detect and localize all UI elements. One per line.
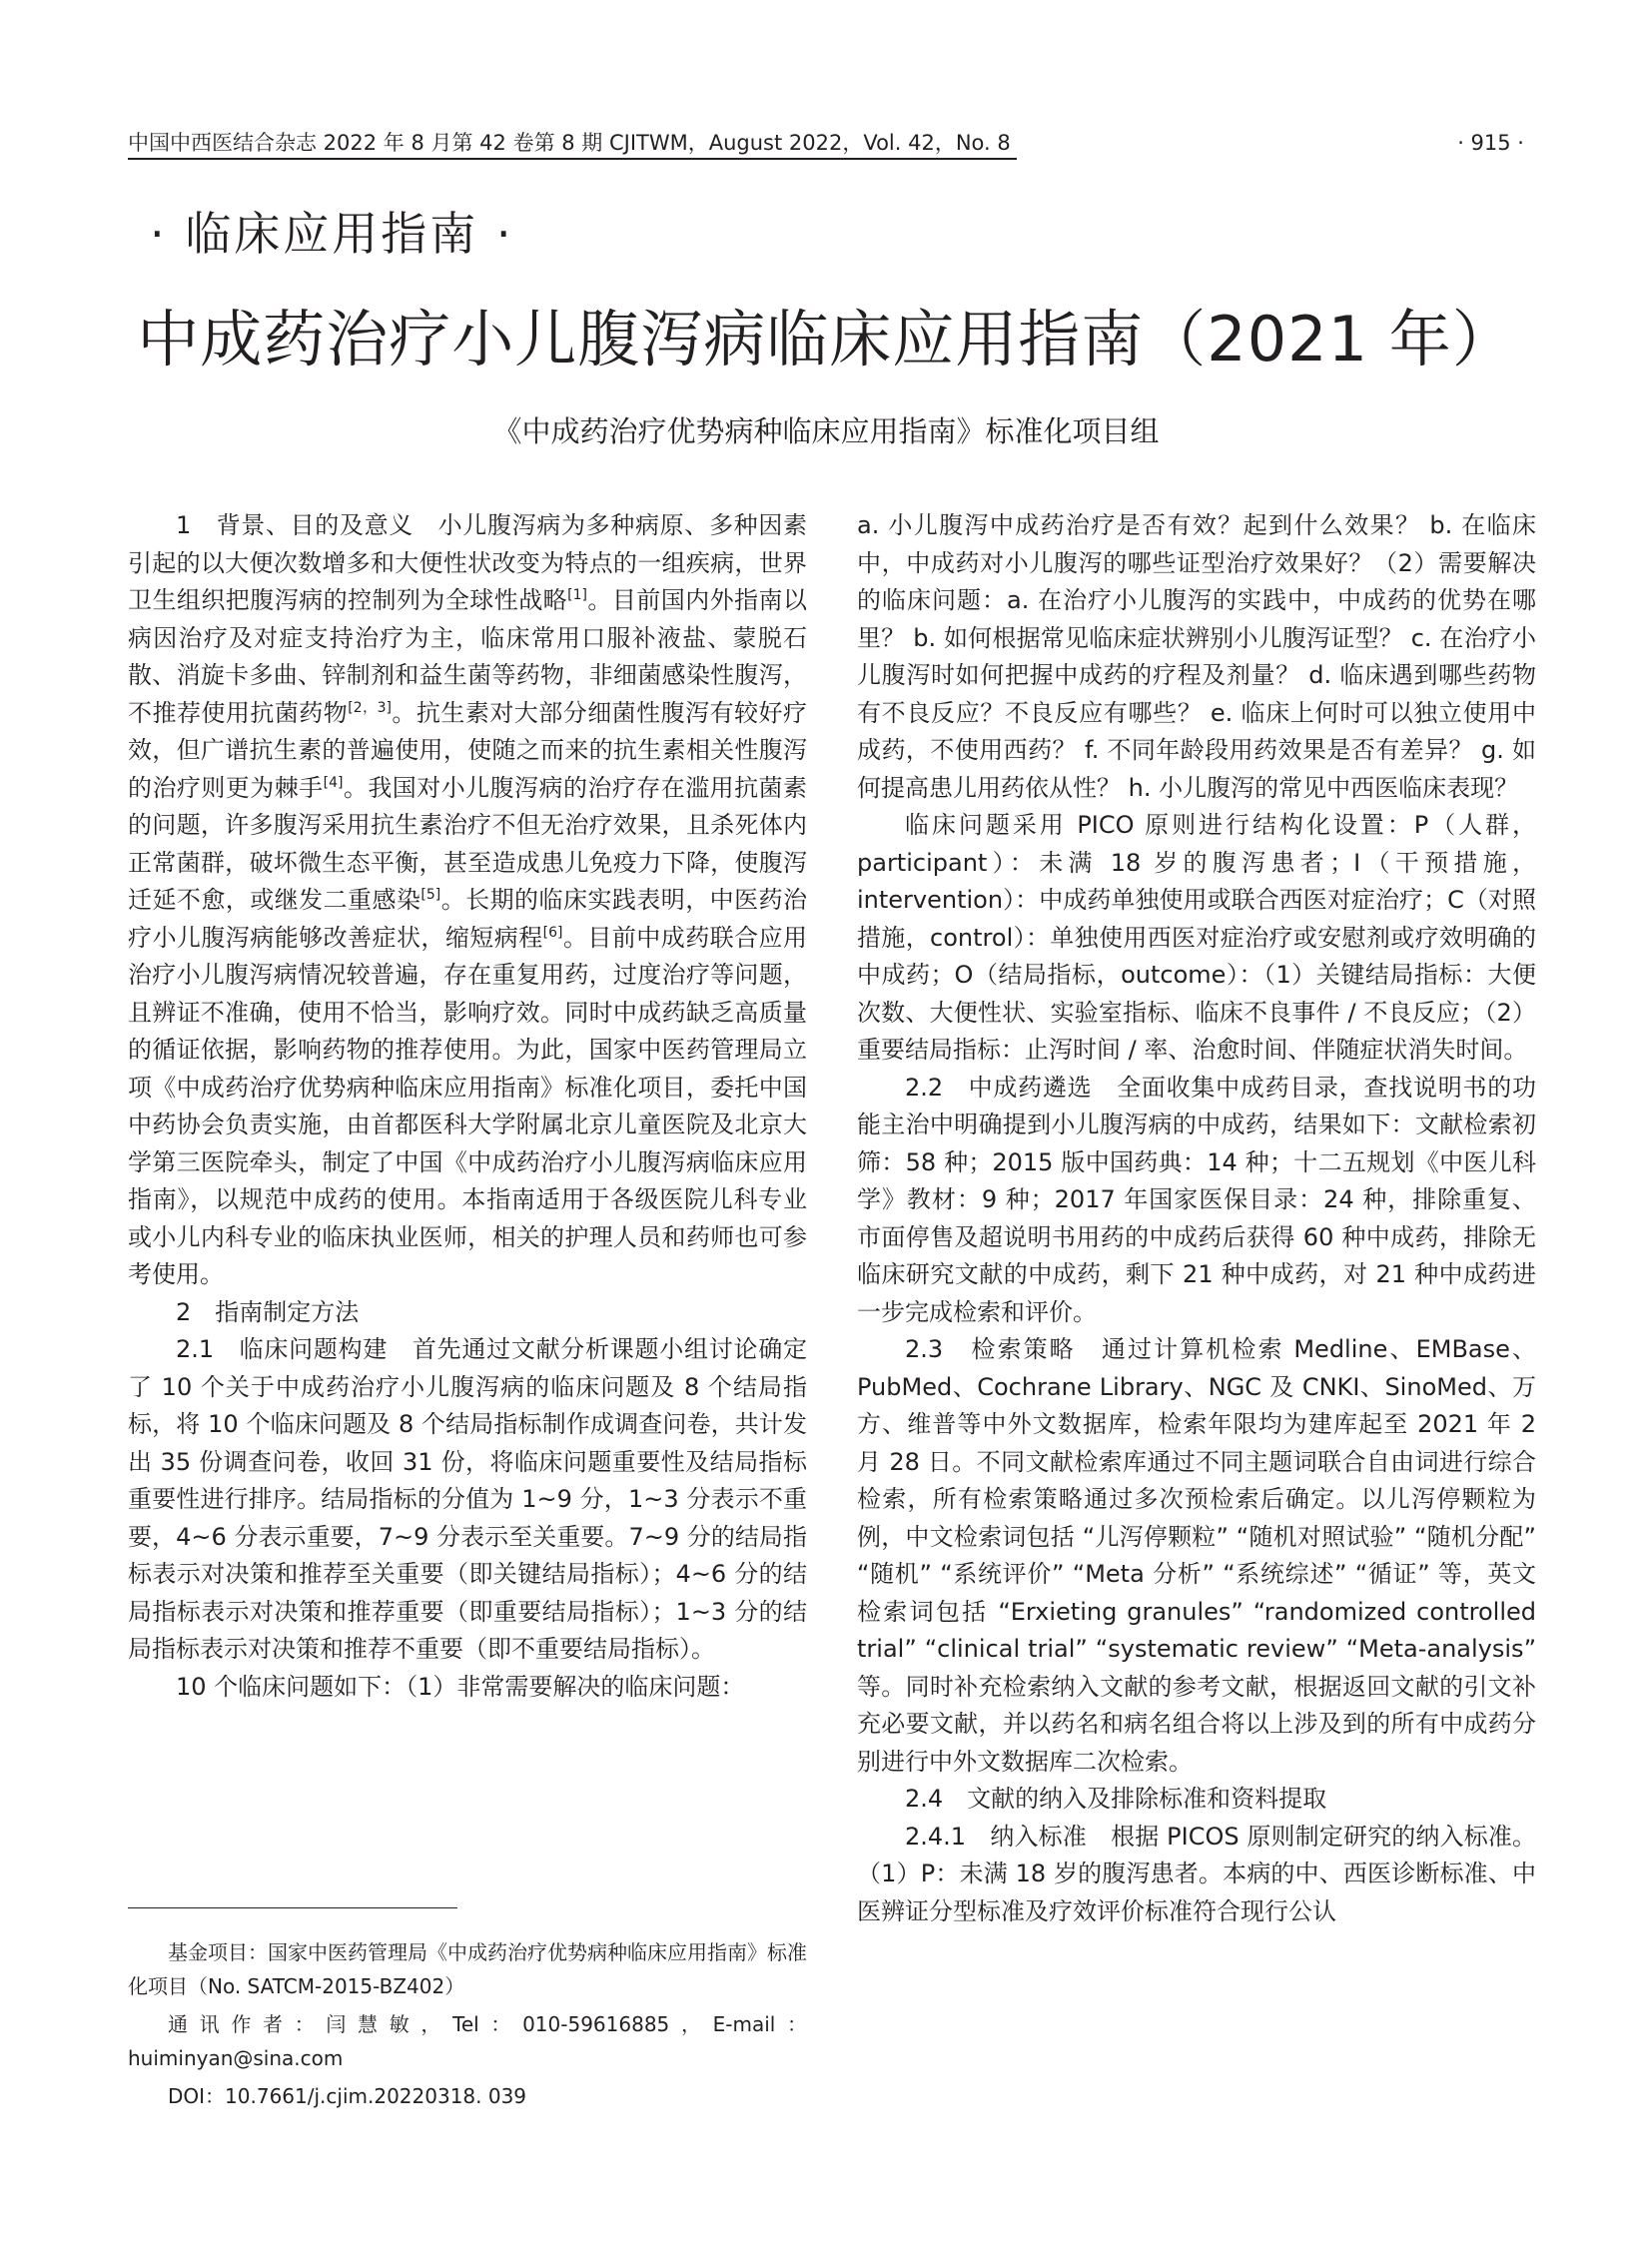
running-header — [128, 128, 1524, 168]
paragraph-search-strategy: 2.3 检索策略 通过计算机检索 Medline、EMBase、PubMed、Cochrane Library、NGC 及 CNKI、SinoMed、万方、维普等中外文数据库，检索年限均为建库起至 2021 年 2 月 28 日。不同文献检索库通过不同主题词联合自由词进行综合检索，所有检索策略通过多次预检索后确定。以儿泻停颗粒为例，中文检索词包括 “儿泻停颗粒” “随机对照试验” “随机分配” “随机” “系统评价” “Meta 分析” “系统综述” “循证” 等，英文检索词包括 “Erxieting granules” “randomized controlled trial” “clinical trial” “systematic review” “Meta-analysis” 等。同时补充检索纳入文献的参考文献，根据返回文献的引文补充必要文献，并以药名和病名组合将以上涉及到的所有中成药分别进行中外文数据库二次检索。 — [857, 1335, 1536, 1776]
section-heading-criteria: 2.4 文献的纳入及排除标准和资料提取 — [905, 1785, 1327, 1813]
citation: [6] — [542, 924, 563, 941]
paragraph-question-list-cont: a. 小儿腹泻中成药治疗是否有效？起到什么效果？ b. 在临床中，中成药对小儿腹泻的哪些证型治疗效果好？（2）需要解决的临床问题：a. 在治疗小儿腹泻的实践中，中成药的优势在哪里？ b. 如何根据常见临床症状辨别小儿腹泻证型？ c. 在治疗小儿腹泻时如何把握中成药的疗程及剂量？ d. 临床遇到哪些药物有不良反应？不良反应有哪些？ e. 临床上何时可以独立使用中成药，不使用西药？ f. 不同年龄段用药效果是否有差异？ g. 如何提高患儿用药依从性？ h. 小儿腹泻的常见中西医临床表现？ — [857, 511, 1536, 802]
paragraph-question-list: 10 个临床问题如下：（1）非常需要解决的临床问题： — [176, 1672, 745, 1701]
paragraph-background — [128, 507, 807, 1294]
left-column — [128, 507, 807, 1706]
section-label: · 临床应用指南 · — [150, 207, 514, 261]
page-number: · 915 · — [1457, 131, 1524, 155]
section-heading-methods: 2 指南制定方法 — [176, 1297, 360, 1326]
paragraph-inclusion-criteria: 2.4.1 纳入标准 根据 PICOS 原则制定研究的纳入标准。（1）P：未满 18 岁的腹泻患者。本病的中、西医诊断标准、中医辨证分型标准及疗效评价标准符合现行公认 — [857, 1822, 1536, 1925]
text-run: 1 背景、目的及意义 小儿腹泻病为多种病原、多种因素引起的以大便次数增多和大便性状改变为特点的一组疾病，世界卫生组织把腹泻病的控制列为全球性战略 — [128, 511, 807, 614]
paragraph-pico: 临床问题采用 PICO 原则进行结构化设置：P（人群，participant）：未满 18 岁的腹泻患者；I（干预措施，intervention）：中成药单独使用或联合西医对症治疗；C（对照措施，control）：单独使用西医对症治疗或安慰剂或疗效明确的中成药；O（结局指标，outcome）：（1）关键结局指标：大便次数、大便性状、实验室指标、临床不良事件 / 不良反应；（2）重要结局指标：止泻时间 / 率、治愈时间、伴随症状消失时间。 — [857, 811, 1536, 1064]
citation: [2，3] — [348, 699, 392, 716]
citation: [1] — [567, 587, 587, 603]
text-run: 。长期的临床实践表明，中医药治疗小儿腹泻病能够改善症状，缩短病程 — [128, 886, 808, 952]
right-column — [857, 507, 1536, 1930]
footnotes — [128, 1935, 807, 2117]
paragraph-drug-selection: 2.2 中成药遴选 全面收集中成药目录，查找说明书的功能主治中明确提到小儿腹泻病的中成药，结果如下：文献检索初筛：58 种；2015 版中国药典：14 种；十二五规划《中医儿科学》教材：9 种；2017 年国家医保目录：24 种，排除重复、市面停售及超说明书用药的中成药后获得 60 种中成药，排除无临床研究文献的中成药，剩下 21 种中成药，对 21 种中成药进一步完成检索和评价。 — [857, 1073, 1536, 1326]
footnote-doi: DOI：10.7661/j.cjim.20220318. 039 — [168, 2084, 527, 2108]
footnote-fund: 基金项目：国家中医药管理局《中成药治疗优势病种临床应用指南》标准化项目（No. SATCM-2015-BZ402） — [128, 1940, 807, 1998]
footnote-divider — [128, 1907, 457, 1908]
footnote-contact: 通讯作者：闫慧敏，Tel：010-59616885，E-mail：huiminyan@sina.com — [128, 2012, 807, 2070]
article-author: 《中成药治疗优势病种临床应用指南》标准化项目组 — [492, 414, 1160, 448]
text-run: 。目前中成药联合应用治疗小儿腹泻病情况较普遍，存在重复用药，过度治疗等问题，且辨证不准确，使用不恰当，影响疗效。同时中成药缺乏高质量的循证依据，影响药物的推荐使用。为此，国家中医药管理局立项《中成药治疗优势病种临床应用指南》标准化项目，委托中国中药协会负责实施，由首都医科大学附属北京儿童医院及北京大学第三医院牵头，制定了中国《中成药治疗小儿腹泻病临床应用指南》，以规范中成药的使用。本指南适用于各级医院儿科专业或小儿内科专业的临床执业医师，相关的护理人员和药师也可参考使用。 — [128, 923, 808, 1288]
citation: [5] — [420, 887, 441, 903]
citation: [4] — [323, 774, 344, 791]
journal-citation: 中国中西医结合杂志 2022 年 8 月第 42 卷第 8 期 CJITWM，August 2022，Vol. 42，No. 8 — [128, 128, 1017, 160]
article-title: 中成药治疗小儿腹泻病临床应用指南（2021 年） — [137, 303, 1515, 375]
text-run: 。我国对小儿腹泻病的治疗存在滥用抗菌素的问题，许多腹泻采用抗生素治疗不但无治疗效果，且杀死体内正常菌群，破坏微生态平衡，甚至造成患儿免疫力下降，使腹泻迁延不愈，或继发二重感染 — [128, 773, 808, 914]
text-run: 。抗生素对大部分细菌性腹泻有较好疗效，但广谱抗生素的普遍使用，使随之而来的抗生素相关性腹泻的治疗则更为棘手 — [128, 698, 807, 802]
text-run: 。目前国内外指南以病因治疗及对症支持治疗为主，临床常用口服补液盐、蒙脱石散、消旋卡多曲、锌制剂和益生菌等药物，非细菌感染性腹泻，不推荐使用抗菌药物 — [128, 586, 808, 727]
paragraph-clinical-questions: 2.1 临床问题构建 首先通过文献分析课题小组讨论确定了 10 个关于中成药治疗小儿腹泻病的临床问题及 8 个结局指标，将 10 个临床问题及 8 个结局指标制作成调查问卷，共计发出 35 份调查问卷，收回 31 份，将临床问题重要性及结局指标重要性进行排序。结局指标的分值为 1~9 分，1~3 分表示不重要，4~6 分表示重要，7~9 分表示至关重要。7~9 分的结局指标表示对决策和推荐至关重要（即关键结局指标）；4~6 分的结局指标表示对决策和推荐重要（即重要结局指标）；1~3 分的结局指标表示对决策和推荐不重要（即不重要结局指标）。 — [128, 1335, 807, 1663]
